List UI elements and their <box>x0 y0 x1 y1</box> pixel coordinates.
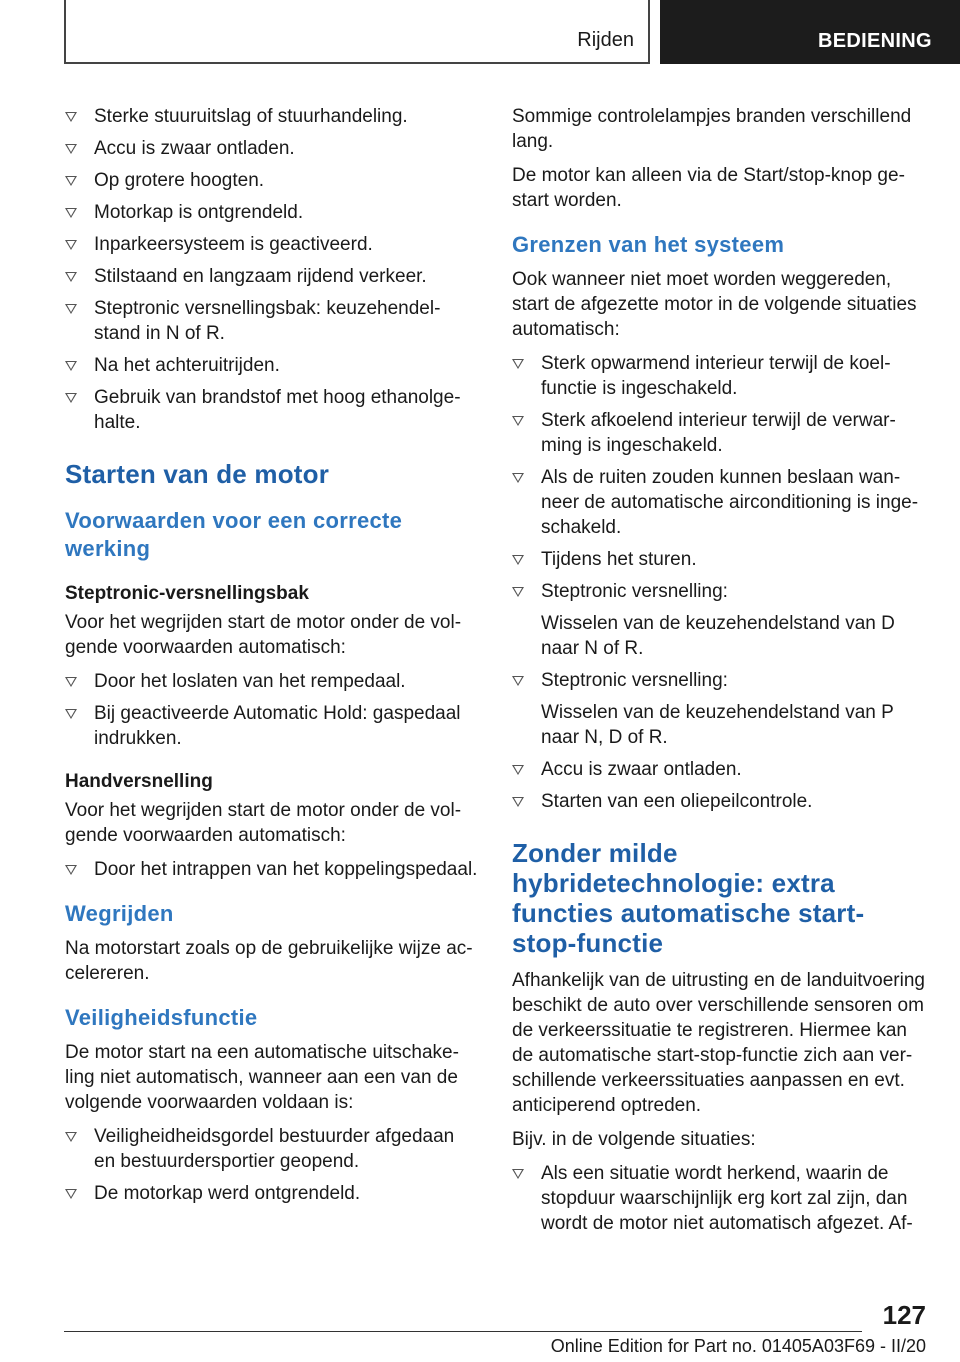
paragraph-example: Bijv. in de volgende situaties: <box>512 1129 756 1150</box>
list-item: Starten van een oliepeilcontrole. <box>512 789 927 814</box>
triangle-bullet-icon <box>65 393 77 403</box>
section-tab-label: BEDIENING <box>818 30 932 52</box>
paragraph-safety: De motor start na een automatische uitschakeling niet automatisch, wanneer aan een van de volgende voorwaarden voldaan is: <box>65 1042 459 1113</box>
list-item: De motorkap werd ontgrendeld. <box>65 1181 480 1206</box>
triangle-bullet-icon <box>65 304 77 314</box>
triangle-bullet-icon <box>65 144 77 154</box>
triangle-bullet-icon <box>512 416 524 426</box>
triangle-bullet-icon <box>65 361 77 371</box>
list-item: Sterk opwarmend interieur terwijl de koelfunctie is ingeschakeld. <box>512 351 927 401</box>
list-item: Steptronic versnelling: Wisselen van de keuzehendelstand van P naar N, D of R. <box>512 668 927 750</box>
triangle-bullet-icon <box>512 1169 524 1179</box>
steptronic-list <box>65 669 480 751</box>
safety-list <box>65 1124 480 1206</box>
list-item: Accu is zwaar ontladen. <box>65 136 480 161</box>
page-number: 127 <box>882 1300 926 1330</box>
list-item: Door het loslaten van het rempedaal. <box>65 669 480 694</box>
list-item: Als de ruiten zouden kunnen beslaan wanneer de automatische airconditioning is ingeschakeld. <box>512 465 927 540</box>
example-list <box>512 1161 927 1236</box>
list-item: Sterke stuuruitslag of stuurhandeling. <box>65 104 480 129</box>
page-header <box>0 0 960 66</box>
list-item-detail: Wisselen van de keuzehendelstand van P naar N, D of R. <box>541 702 894 748</box>
paragraph-manual: Voor het wegrijden start de motor onder de volgende voorwaarden automatisch: <box>65 800 462 846</box>
heading-steptronic: Steptronic-versnellingsbak <box>65 583 309 604</box>
triangle-bullet-icon <box>512 359 524 369</box>
triangle-bullet-icon <box>65 1132 77 1142</box>
triangle-bullet-icon <box>512 765 524 775</box>
paragraph-drive-off: Na motorstart zoals op de gebruikelijke wijze accelereren. <box>65 938 473 984</box>
heading-mild-hybrid: Zonder milde hybridetechnologie: extra functies automatische start-stop-functie <box>512 838 865 958</box>
paragraph-limits: Ook wanneer niet moet worden weggereden, start de afgezette motor in de volgende situaties automatisch: <box>512 269 917 340</box>
section-tab <box>660 0 960 64</box>
list-item: Inparkeersysteem is geactiveerd. <box>65 232 480 257</box>
footer-divider <box>64 1331 862 1332</box>
list-item: Veiligheidheidsgordel bestuurder afgedaan en bestuurdersportier geopend. <box>65 1124 480 1174</box>
heading-limits: Grenzen van het systeem <box>512 232 785 257</box>
triangle-bullet-icon <box>512 587 524 597</box>
list-item: Na het achteruitrijden. <box>65 353 480 378</box>
triangle-bullet-icon <box>65 272 77 282</box>
list-item: Door het intrappen van het koppelingspedaal. <box>65 857 480 882</box>
left-column <box>65 104 480 1216</box>
chapter-box <box>64 0 650 64</box>
triangle-bullet-icon <box>65 176 77 186</box>
triangle-bullet-icon <box>65 208 77 218</box>
list-item: Als een situatie wordt herkend, waarin de stopduur waarschijnlijk erg kort zal zijn, dan wordt de motor niet automatisch afgezet. Af- <box>512 1161 927 1236</box>
list-item: Steptronic versnellingsbak: keuzehendelstand in N of R. <box>65 296 480 346</box>
triangle-bullet-icon <box>512 473 524 483</box>
heading-drive-off: Wegrijden <box>65 901 174 926</box>
triangle-bullet-icon <box>512 555 524 565</box>
triangle-bullet-icon <box>65 865 77 875</box>
list-item: Stilstaand en langzaam rijdend verkeer. <box>65 264 480 289</box>
footer-edition: Online Edition for Part no. 01405A03F69 - II/20 <box>550 1336 926 1356</box>
list-item: Gebruik van brandstof met hoog ethanolgehalte. <box>65 385 480 435</box>
chapter-title: Rijden <box>577 29 634 51</box>
list-item: Accu is zwaar ontladen. <box>512 757 927 782</box>
right-column <box>512 104 927 1246</box>
list-item: Op grotere hoogten. <box>65 168 480 193</box>
paragraph-mild-hybrid: Afhankelijk van de uitrusting en de landuitvoering beschikt de auto over verschillende sensoren om de verkeerssituatie te registreren. Hiermee kan de automatische start-stop-functie zich aan verschillende verkeerssituaties aanpassen en evt. anticiperend optreden. <box>512 970 925 1116</box>
manual-list <box>65 857 480 882</box>
paragraph-lamps: Sommige controlelampjes branden verschillend lang. <box>512 106 912 152</box>
heading-manual: Handversnelling <box>65 771 213 792</box>
heading-conditions: Voorwaarden voor een correcte werking <box>65 508 403 561</box>
triangle-bullet-icon <box>65 112 77 122</box>
list-item: Tijdens het sturen. <box>512 547 927 572</box>
list-item: Steptronic versnelling: Wisselen van de keuzehendelstand van D naar N of R. <box>512 579 927 661</box>
list-item: Sterk afkoelend interieur terwijl de verwarming is ingeschakeld. <box>512 408 927 458</box>
triangle-bullet-icon <box>65 677 77 687</box>
triangle-bullet-icon <box>512 797 524 807</box>
triangle-bullet-icon <box>65 709 77 719</box>
limits-list <box>512 351 927 814</box>
conditions-list <box>65 104 480 435</box>
triangle-bullet-icon <box>512 676 524 686</box>
list-item-detail: Wisselen van de keuzehendelstand van D naar N of R. <box>541 613 895 659</box>
paragraph-start-button: De motor kan alleen via de Start/stop-knop gestart worden. <box>512 165 905 211</box>
heading-start-engine: Starten van de motor <box>65 459 330 489</box>
heading-safety: Veiligheidsfunctie <box>65 1005 258 1030</box>
triangle-bullet-icon <box>65 240 77 250</box>
triangle-bullet-icon <box>65 1189 77 1199</box>
list-item: Bij geactiveerde Automatic Hold: gaspedaal indrukken. <box>65 701 480 751</box>
paragraph-steptronic: Voor het wegrijden start de motor onder de volgende voorwaarden automatisch: <box>65 612 462 658</box>
list-item: Motorkap is ontgrendeld. <box>65 200 480 225</box>
